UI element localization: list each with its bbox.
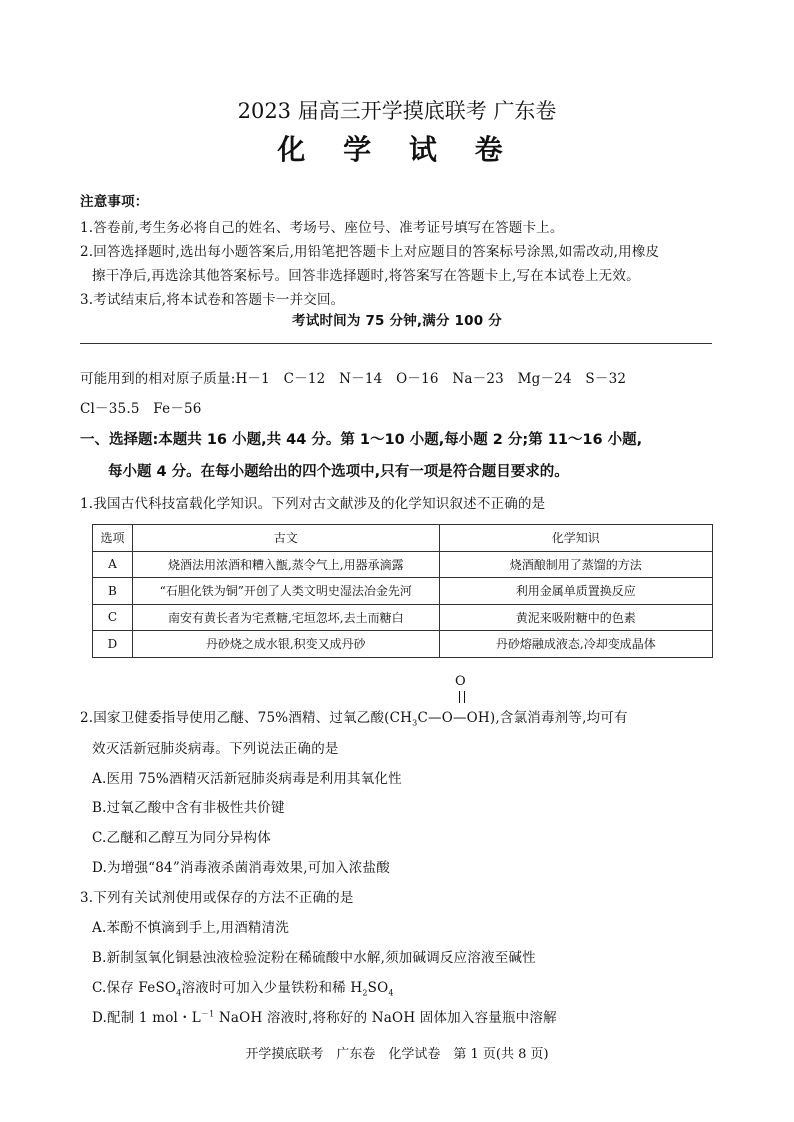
- table-row: [93, 551, 713, 578]
- q3-option-c: C.保存 FeSO$_4$溶液时可加入少量铁粉和稀 $H_2SO_4$: [92, 980, 394, 998]
- note-item-3: 3.考试结束后,将本试卷和答题卡一并交回。: [80, 292, 345, 308]
- atomic-masses-line2: Cl－35.5 Fe－56: [80, 401, 202, 417]
- q3-option-d: D.配制 1 mol・$L^{-1}$ NaOH 溶液时,将称好的 NaOH 固体加入容量瓶中溶解: [92, 1009, 557, 1026]
- table-cell: 烧酒酿制用了蒸馏的方法: [439, 551, 712, 578]
- time-info: 考试时间为 75 分钟,满分 100 分: [292, 313, 502, 329]
- table-cell: 利用金属单质置换反应: [439, 578, 712, 605]
- q2-stem-pre: 2.国家卫健委指导使用乙醚、75%酒精、过氧乙酸(: [80, 710, 390, 726]
- q2-stem: [80, 706, 628, 728]
- q3-stem: 3.下列有关试剂使用或保存的方法不正确的是: [80, 890, 354, 906]
- exam-title: 2023 届高三开学摸底联考 广东卷: [237, 99, 557, 123]
- table-header-cell: 化学知识: [439, 525, 712, 552]
- table-row: [93, 631, 713, 658]
- q2-option-c: C.乙醚和乙醇互为同分异构体: [92, 830, 271, 846]
- atomic-masses-line1: 可能用到的相对原子质量:H－1 C－12 N－14 O－16 Na－23 Mg－24 S－32: [80, 371, 627, 387]
- q1-stem: 1.我国古代科技富载化学知识。下列对古文献涉及的化学知识叙述不正确的是: [80, 496, 546, 512]
- formula-carbonyl-oxygen: O: [455, 674, 466, 689]
- section1-heading-line1: 一、选择题:本题共 16 小题,共 44 分。第 1～10 小题,每小题 2 分;第 11～16 小题,: [80, 432, 643, 448]
- table-header-row: [93, 525, 713, 552]
- q2-option-b: B.过氧乙酸中含有非极性共价键: [92, 800, 285, 816]
- note-item-2-cont: 擦干净后,再选涂其他答案标号。回答非选择题时,将答案写在答题卡上,写在本试卷上无效。: [92, 268, 640, 284]
- table-cell: A: [93, 551, 133, 578]
- note-item-2: 2.回答选择题时,选出每小题答案后,用铅笔把答题卡上对应题目的答案标号涂黑,如需改动,用橡皮: [80, 244, 660, 260]
- q2-stem-line2: 效灭活新冠肺炎病毒。下列说法正确的是: [92, 741, 339, 757]
- notes-heading: 注意事项：: [80, 194, 149, 210]
- table-cell: 南安有黄长者为宅煮糖,宅垣忽坏,去土而糖白: [132, 604, 439, 631]
- table-cell: “石胆化铁为铜”开创了人类文明史湿法冶金先河: [132, 578, 439, 605]
- peracetic-acid-formula: $CH_3C—O—OH$: [389, 710, 490, 728]
- table-cell: 丹砂熔融成液态,冷却变成晶体: [439, 631, 712, 658]
- table-cell: 烧酒法用浓酒和糟入甑,蒸令气上,用器承滴露: [132, 551, 439, 578]
- section1-heading-line2: 每小题 4 分。在每小题给出的四个选项中,只有一项是符合题目要求的。: [108, 464, 569, 480]
- table-row: [93, 578, 713, 605]
- q2-option-a: A.医用 75%酒精灭活新冠肺炎病毒是利用其氧化性: [92, 771, 402, 787]
- table-cell: C: [93, 604, 133, 631]
- q3-option-b: B.新制氢氧化铜悬浊液检验淀粉在稀硫酸中水解,须加碱调反应溶液至碱性: [92, 950, 536, 966]
- page-footer: 开学摸底联考 广东卷 化学试卷 第 1 页(共 8 页): [245, 1047, 549, 1062]
- table-cell: B: [93, 578, 133, 605]
- divider: [80, 343, 712, 344]
- q3-option-a: A.苯酚不慎滴到手上,用酒精清洗: [92, 920, 290, 936]
- note-item-1: 1.答卷前,考生务必将自己的姓名、考场号、座位号、准考证号填写在答题卡上。: [80, 220, 564, 236]
- table-cell: 丹砂烧之成水银,积变又成丹砂: [132, 631, 439, 658]
- subject-title: 化 学 试 卷: [277, 133, 517, 166]
- q2-option-d: D.为增强“84”消毒液杀菌消毒效果,可加入浓盐酸: [92, 860, 390, 876]
- table-cell: D: [93, 631, 133, 658]
- table-header-cell: 选项: [93, 525, 133, 552]
- q2-stem-post: ),含氯消毒剂等,均可有: [489, 710, 628, 726]
- q1-table: [92, 524, 713, 658]
- table-cell: 黄泥来吸附糖中的色素: [439, 604, 712, 631]
- formula-double-bond: [459, 691, 465, 703]
- table-header-cell: 古文: [132, 525, 439, 552]
- table-row: [93, 604, 713, 631]
